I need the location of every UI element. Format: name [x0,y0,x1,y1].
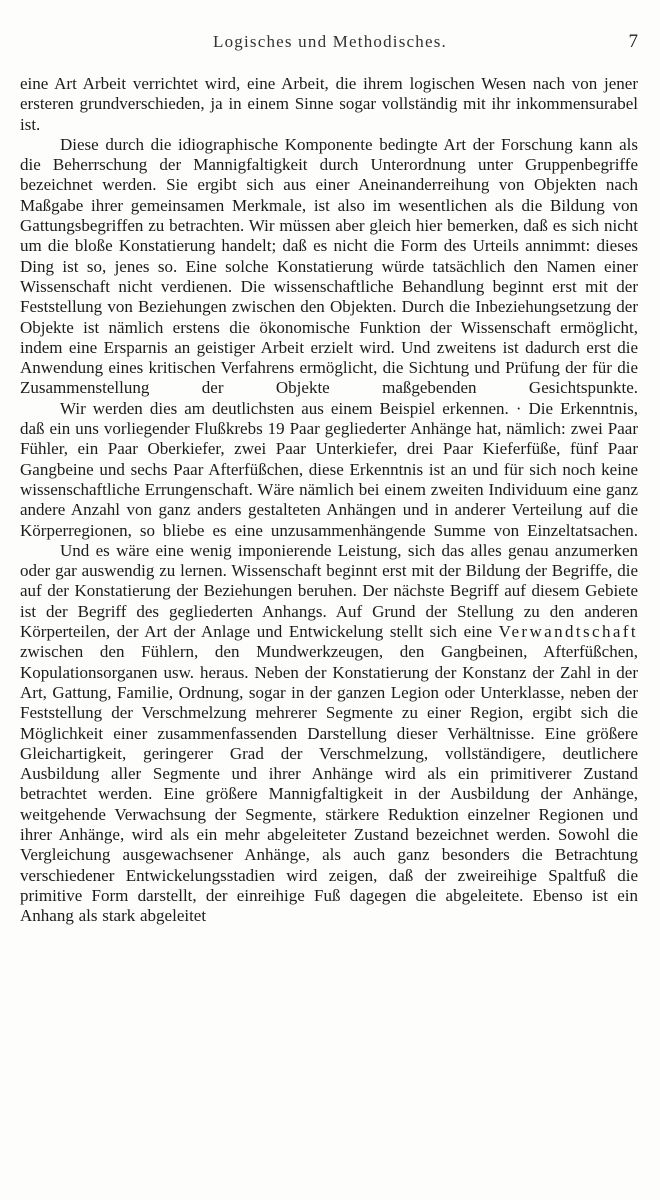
body-text [20,74,638,926]
running-title: Logisches und Methodisches. [212,32,447,51]
paragraph-continuation: eine Art Arbeit verrichtet wird, eine Arbeit, die ihrem logischen Wesen nach von jener ersteren grundverschieden, ja in einem Sinne sogar vollständig mit ihr inkommensurabel ist. [20,74,638,134]
paragraph-wissenschaft-begriffe [20,541,638,927]
paragraph-flusskrebs-example: Wir werden dies am deutlichsten aus einem Beispiel erkennen. · Die Erkenntnis, daß ein uns vorliegender Flußkrebs 19 Paar gegliederter Anhänge hat, nämlich: zwei Paar Fühler, ein Paar Oberkiefer, zwei Paar Unterkiefer, drei Paar Kieferfüße, fünf Paar Gangbeine und sechs Paar Afterfüßchen, diese Erkenntnis ist an und für sich noch keine wissenschaftliche Errungenschaft. Wäre nämlich bei einem zweiten Individuum eine ganz andere Anzahl von ganz anders gestalteten Anhängen und in anderer Verteilung auf die Körperregionen, so bliebe es eine unzusammenhängende Summe von Einzeltatsachen. [20,398,638,540]
page-header [20,32,640,56]
page-number: 7 [628,31,638,52]
paragraph-text-part-1: Und es wäre eine wenig imponierende Leistung, sich das alles genau anzumerken oder gar auswendig zu lernen. Wissenschaft beginnt erst mit der Bildung der Begriffe, die auf der Konstatierung der Beziehungen beruhen. Der nächste Begriff auf diesem Gebiete ist der Begriff des gegliederten Anhangs. Auf Grund der Stellung zu den anderen Körperteilen, der Art der Anlage und Entwickelung stellt sich eine [20,540,638,642]
paragraph-text-part-2: zwischen den Fühlern, den Mundwerkzeugen, den Gangbeinen, Afterfüßchen, Kopulationsorganen usw. heraus. Neben der Konstatierung der Konstanz der Zahl in der Art, Gattung, Familie, Ordnung, sogar in der ganzen Legion oder Unterklasse, neben der Feststellung der Verschmelzung mehrerer Segmente zu einer Region, ergibt sich die Möglichkeit einer zusammenfassenden Darstellung dieser Verhältnisse. Eine größere Gleichartigkeit, geringerer Grad der Verschmelzung, vollständigere, deutlichere Ausbildung aller Segmente und ihrer Anhänge wird als ein primitiverer Zustand betrachtet werden. Eine größere Mannigfaltigkeit in der Ausbildung der Anhänge, weitgehende Verwachsung der Segmente, stärkere Reduktion einzelner Regionen und ihrer Anhänge, wird als ein mehr abgeleiteter Zustand bezeichnet werden. Sowohl die Vergleichung ausgewachsener Anhänge, als auch ganz besonders die Betrachtung verschiedener Entwickelungsstadien wird zeigen, daß der zweireihige Spaltfuß die primitive Form darstellt, der einreihige Fuß dagegen die abgeleitete. Ebenso ist ein Anhang als stark abgeleitet [20,642,638,926]
emphasized-word-verwandtschaft: Verwandtschaft [498,622,638,642]
paragraph-forschung: Diese durch die idiographische Komponente bedingte Art der Forschung kann als die Beherrschung der Mannigfaltigkeit durch Unterordnung unter Gruppenbegriffe bezeichnet werden. Sie ergibt sich aus einer Aneinanderreihung von Objekten nach Maßgabe ihrer gemeinsamen Merkmale, ist also im wesentlichen als die Bildung von Gattungsbegriffen zu betrachten. Wir müssen aber gleich hier bemerken, daß es sich nicht um die bloße Konstatierung handelt; daß es nicht die Form des Urteils annimmt: dieses Ding ist so, jenes so. Eine solche Konstatierung würde tatsächlich den Namen einer Wissenschaft nicht verdienen. Die wissenschaftliche Behandlung beginnt erst mit der Feststellung von Beziehungen zwischen den Objekten. Durch die Inbeziehungsetzung der Objekte ist nämlich erstens die ökonomische Funktion der Wissenschaft ermöglicht, indem eine Ersparnis an geistiger Arbeit erzielt wird. Und zweitens ist dadurch erst die Anwendung eines kritischen Verfahrens ermöglicht, die Sichtung und Prüfung der für die Zusammenstellung der Objekte maßgebenden Gesichtspunkte. [20,134,638,398]
